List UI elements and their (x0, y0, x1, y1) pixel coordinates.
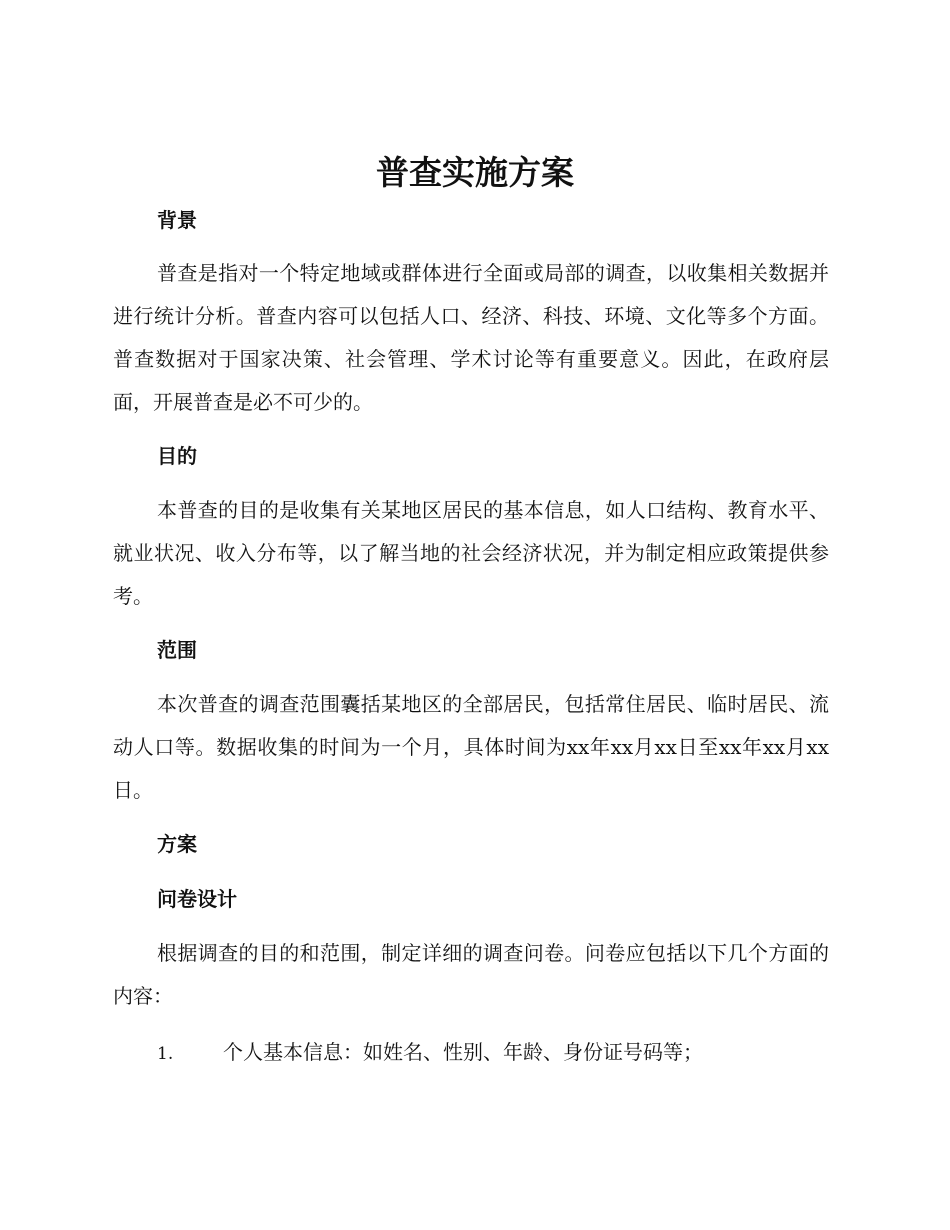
paragraph-questionnaire: 根据调查的目的和范围，制定详细的调查问卷。问卷应包括以下几个方面的内容： (113, 941, 829, 1008)
section-heading-scope: 范围 (157, 638, 197, 662)
paragraph-scope: 本次普查的调查范围囊括某地区的全部居民，包括常住居民、临时居民、流动人口等。数据收集的时间为一个月，具体时间为xx年xx月xx日至xx年xx月xx日。 (113, 692, 829, 802)
paragraph-purpose: 本普查的目的是收集有关某地区居民的基本信息，如人口结构、教育水平、就业状况、收入分布等，以了解当地的社会经济状况，并为制定相应政策提供参考。 (113, 498, 829, 608)
section-heading-purpose: 目的 (157, 444, 197, 468)
section-heading-background: 背景 (157, 208, 197, 232)
section-heading-plan: 方案 (157, 832, 197, 856)
paragraph-background: 普查是指对一个特定地域或群体进行全面或局部的调查，以收集相关数据并进行统计分析。普查内容可以包括人口、经济、科技、环境、文化等多个方面。普查数据对于国家决策、社会管理、学术讨论等有重要意义。因此，在政府层面，开展普查是必不可少的。 (113, 261, 829, 414)
list-item-number: 1. (157, 1044, 174, 1064)
list-item (157, 1031, 829, 1076)
section-heading-questionnaire: 问卷设计 (157, 887, 237, 911)
document-title: 普查实施方案 (376, 153, 574, 192)
list-item-text: 个人基本信息：如姓名、性别、年龄、身份证号码等； (223, 1040, 703, 1064)
